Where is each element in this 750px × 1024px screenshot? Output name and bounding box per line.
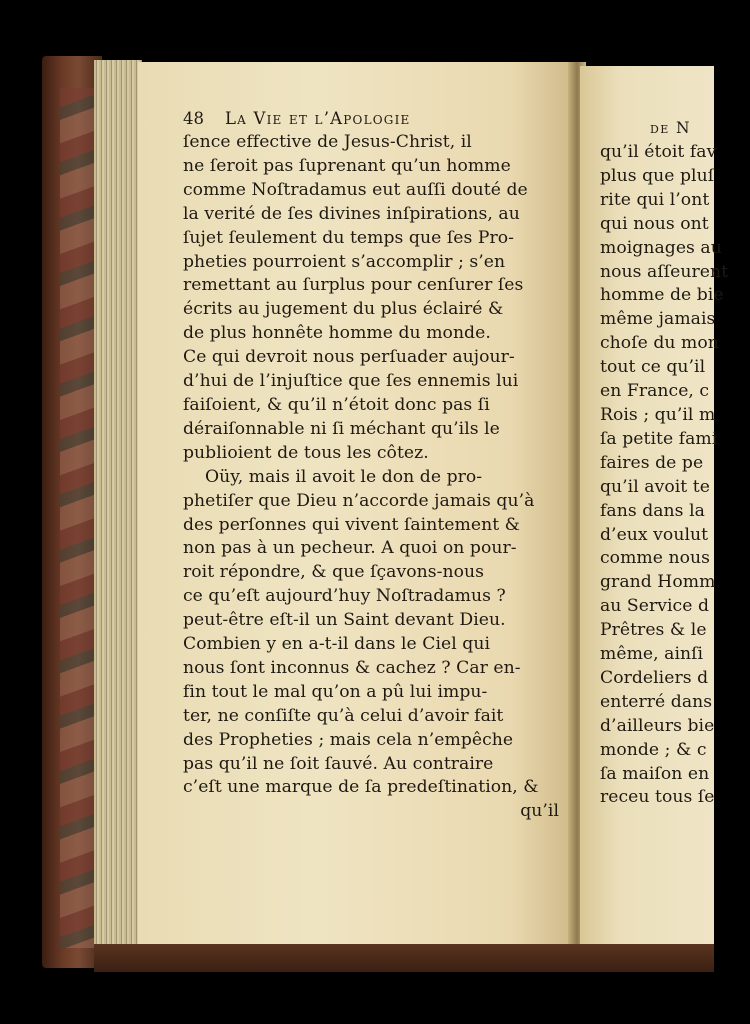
text-line: remettant au ſurplus pour cenſurer ſes xyxy=(183,275,524,296)
text-line: qui nous ont xyxy=(600,213,709,234)
text-line: receu tous ſe xyxy=(600,787,715,808)
text-line: Cordeliers d xyxy=(600,667,709,688)
catchword: qu’il xyxy=(520,801,559,822)
text-line: homme de bie xyxy=(600,285,724,306)
text-line: écrits au jugement du plus éclairé & xyxy=(183,299,504,320)
text-line: roit répondre, & que ſçavons-nous xyxy=(183,562,484,583)
text-line: tout ce qu’il xyxy=(600,357,706,378)
text-line: moignages au xyxy=(600,237,722,258)
text-line: Combien y en a-t-il dans le Ciel qui xyxy=(183,634,490,655)
running-title: La Vie et l’Apologie xyxy=(225,109,411,128)
text-line: ſa petite fami xyxy=(600,428,718,449)
text-line: ne ſeroit pas ſuprenant qu’un homme xyxy=(183,155,511,176)
text-line: comme Noſtradamus eut auſſi douté de xyxy=(183,179,528,200)
text-line: ce qu’eſt aujourd’huy Noſtradamus ? xyxy=(183,586,506,607)
text-line: peut-être eſt-il un Saint devant Dieu. xyxy=(183,610,506,631)
page-number: 48 xyxy=(183,109,205,128)
text-line: faiſoient, & qu’il n’étoit donc pas ſi xyxy=(183,394,490,415)
text-line: faires de pe xyxy=(600,452,704,473)
text-line: pas qu’il ne ſoit ſauvé. Au contraire xyxy=(183,753,494,774)
text-line: d’hui de l’injuſtice que ſes ennemis lui xyxy=(183,371,519,392)
text-line: rite qui l’ont xyxy=(600,189,710,210)
text-line: des Propheties ; mais cela n’empêche xyxy=(183,729,514,750)
text-line: nous aſſeurent xyxy=(600,261,729,282)
text-line: Oüy, mais il avoit le don de pro- xyxy=(205,466,483,487)
text-line: plus que pluſ xyxy=(600,165,715,186)
text-line: même, ainſi xyxy=(600,644,704,665)
text-line: ſa maiſon en xyxy=(600,763,710,784)
text-line: fin tout le mal qu’on a pû lui impu- xyxy=(183,681,488,702)
right-page-header: de N xyxy=(650,119,691,137)
text-line: la verité de ſes divines inſpirations, au xyxy=(183,203,520,224)
right-page xyxy=(580,66,714,950)
left-page-text xyxy=(183,107,563,824)
text-line: phetiſer que Dieu n’accorde jamais qu’à xyxy=(183,490,535,511)
page-block-edge xyxy=(94,60,142,958)
text-line: d’eux voulut xyxy=(600,524,709,545)
text-line: Rois ; qu’il m xyxy=(600,404,716,425)
text-line: de plus honnête homme du monde. xyxy=(183,323,491,344)
text-line: déraiſonnable ni ſi méchant qu’ils le xyxy=(183,418,500,439)
text-line: nous ſont inconnus & cachez ? Car en- xyxy=(183,657,521,678)
text-line: pheties pourroient s’accomplir ; s’en xyxy=(183,251,506,272)
left-page-header xyxy=(183,107,563,131)
text-line: Prêtres & le xyxy=(600,620,707,641)
text-line: ſujet ſeulement du temps que ſes Pro- xyxy=(183,227,514,248)
text-line: monde ; & c xyxy=(600,739,707,760)
text-line: fans dans la xyxy=(600,500,705,521)
text-line: qu’il avoit te xyxy=(600,476,710,497)
text-line: d’ailleurs bie xyxy=(600,715,715,736)
text-line: au Service d xyxy=(600,596,710,617)
text-line: qu’il étoit fav xyxy=(600,142,717,162)
text-line: Ce qui devroit nous perſuader aujour- xyxy=(183,347,515,368)
text-line: en France, c xyxy=(600,381,710,402)
book-bottom-board xyxy=(94,944,714,972)
text-line: enterré dans xyxy=(600,691,713,712)
text-line: choſe du mon xyxy=(600,333,719,354)
text-line: comme nous xyxy=(600,548,711,569)
text-line: ter, ne conſiſte qu’à celui d’avoir fait xyxy=(183,705,504,726)
text-line: des perſonnes qui vivent ſaintement & xyxy=(183,514,521,535)
text-line: non pas à un pecheur. A quoi on pour- xyxy=(183,538,517,559)
text-line: même jamais xyxy=(600,309,716,330)
text-line: grand Homm xyxy=(600,572,716,593)
text-line: ſence effective de Jesus-Christ, il xyxy=(183,132,472,152)
text-line: c’eſt une marque de ſa predeſtination, & xyxy=(183,777,539,798)
text-line: publioient de tous les côtez. xyxy=(183,442,429,463)
